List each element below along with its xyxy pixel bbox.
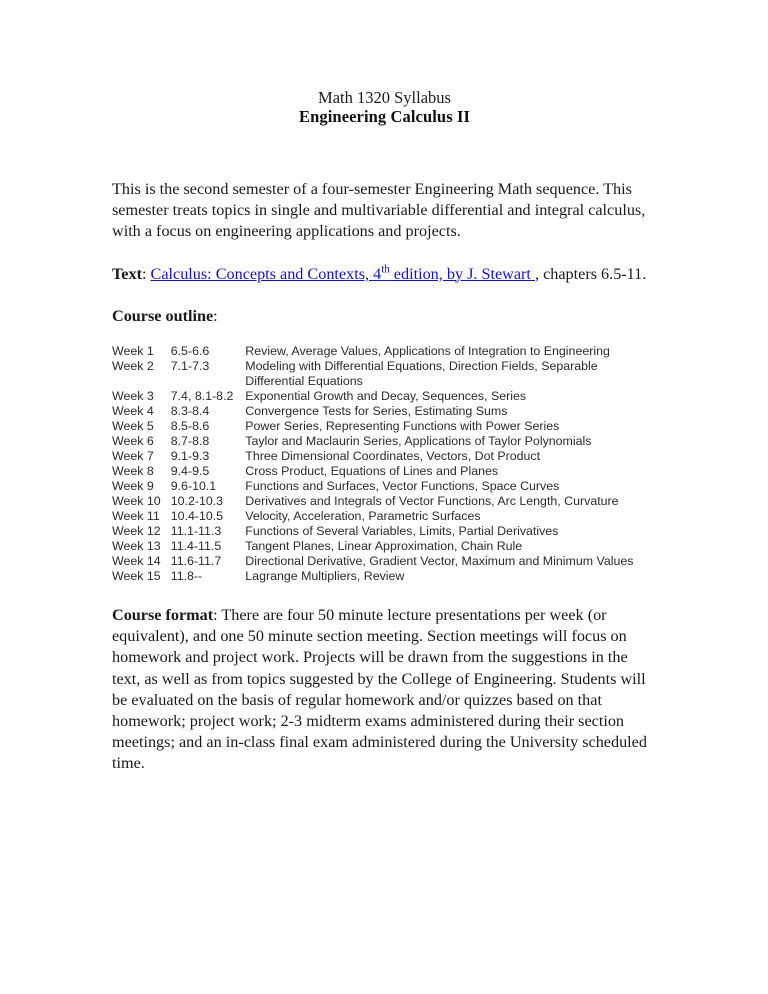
- cell-week: Week 8: [112, 464, 154, 479]
- cell-chapters: 11.1-11.3: [170, 524, 222, 539]
- table-row: [112, 434, 657, 449]
- cell-chapters: 9.4-9.5: [170, 464, 210, 479]
- table-row: [112, 524, 657, 539]
- cell-week: Week 10: [112, 494, 161, 509]
- cell-chapters: 7.1-7.3: [170, 359, 210, 374]
- cell-week: Week 7: [112, 449, 154, 464]
- cell-topics: Lagrange Multipliers, Review: [245, 569, 405, 584]
- table-row: [112, 464, 657, 479]
- intro-spacer: [112, 243, 657, 264]
- cell-week: Week 15: [112, 569, 161, 584]
- cell-week: Week 11: [112, 509, 160, 524]
- cell-week: Week 9: [112, 479, 154, 494]
- cell-chapters: 10.4-10.5: [170, 509, 224, 524]
- cell-topics: Directional Derivative, Gradient Vector, Maximum and Minimum Values: [245, 554, 634, 569]
- cell-week: Week 3: [112, 389, 154, 404]
- document-title-block: [112, 88, 657, 126]
- cell-chapters: 8.3-8.4: [170, 404, 210, 419]
- course-format-heading-label: Course format: [112, 606, 214, 625]
- cell-chapters: 11.4-11.5: [170, 539, 222, 554]
- cell-chapters: 6.5-6.6: [170, 344, 210, 359]
- intro-paragraph: This is the second semester of a four-semester Engineering Math sequence. This semester treats topics in single and multivariable differential and integral calculus, with a focus on engineering applications and projects.: [112, 180, 646, 241]
- cell-week: Week 12: [112, 524, 161, 539]
- course-outline-table: [112, 344, 657, 584]
- cell-chapters: 9.6-10.1: [170, 479, 217, 494]
- cell-topics: Modeling with Differential Equations, Direction Fields, Separable Differential Equations: [245, 359, 598, 389]
- table-row: [112, 479, 657, 494]
- cell-topics: Derivatives and Integrals of Vector Functions, Arc Length, Curvature: [245, 494, 619, 509]
- cell-week: Week 2: [112, 359, 154, 374]
- cell-topics: Power Series, Representing Functions with Power Series: [245, 419, 560, 434]
- cell-topics: Tangent Planes, Linear Approximation, Chain Rule: [245, 539, 523, 554]
- textbook-link-edition: edition, by J. Stewart: [389, 264, 535, 283]
- textbook-link-title: Calculus: Concepts and Contexts, 4: [150, 264, 382, 283]
- cell-week: Week 4: [112, 404, 154, 419]
- textbook-link-ordinal-suffix: th: [381, 263, 390, 276]
- cell-week: Week 14: [112, 554, 161, 569]
- page-title-course-code: Math 1320 Syllabus: [318, 88, 451, 107]
- course-outline-heading: [112, 306, 657, 327]
- textbook-chapters: , chapters 6.5-11.: [534, 264, 647, 283]
- course-outline-heading-label: Course outline: [112, 306, 214, 325]
- cell-week: Week 1: [112, 344, 154, 359]
- table-row: [112, 404, 657, 419]
- textbook-label: Text: [112, 264, 142, 283]
- cell-chapters: 8.5-8.6: [170, 419, 210, 434]
- cell-chapters: 11.8--: [170, 569, 203, 584]
- cell-week: Week 5: [112, 419, 154, 434]
- table-row: [112, 509, 657, 524]
- textbook-link[interactable]: [151, 265, 535, 283]
- page-title-course-name: Engineering Calculus II: [299, 107, 470, 126]
- table-row: [112, 359, 657, 389]
- table-row: [112, 494, 657, 509]
- cell-chapters: 11.6-11.7: [170, 554, 222, 569]
- cell-chapters: 9.1-9.3: [170, 449, 210, 464]
- table-row: [112, 449, 657, 464]
- outline-spacer: [112, 584, 657, 605]
- course-outline-heading-colon: :: [213, 306, 218, 325]
- cell-week: Week 13: [112, 539, 161, 554]
- title-spacer: [112, 126, 657, 179]
- textbook-colon: :: [141, 264, 151, 283]
- cell-chapters: 7.4, 8.1-8.2: [170, 389, 234, 404]
- cell-topics: Taylor and Maclaurin Series, Applications of Taylor Polynomials: [245, 434, 592, 449]
- textbook-spacer: [112, 285, 657, 306]
- cell-topics: Review, Average Values, Applications of Integration to Engineering: [245, 344, 610, 359]
- course-format-paragraph: [112, 605, 657, 775]
- cell-chapters: 8.7-8.8: [170, 434, 210, 449]
- table-row: [112, 539, 657, 554]
- cell-topics: Convergence Tests for Series, Estimating Sums: [245, 404, 508, 419]
- course-outline-table-body: [112, 344, 657, 584]
- table-row: [112, 554, 657, 569]
- cell-topics: Three Dimensional Coordinates, Vectors, Dot Product: [245, 449, 541, 464]
- table-row: [112, 344, 657, 359]
- cell-chapters: 10.2-10.3: [170, 494, 224, 509]
- table-row: [112, 419, 657, 434]
- textbook-line: [112, 264, 657, 285]
- cell-topics: Velocity, Acceleration, Parametric Surfaces: [245, 509, 481, 524]
- cell-topics: Exponential Growth and Decay, Sequences, Series: [245, 389, 527, 404]
- cell-topics: Functions of Several Variables, Limits, Partial Derivatives: [245, 524, 559, 539]
- table-row: [112, 389, 657, 404]
- cell-topics: Cross Product, Equations of Lines and Planes: [245, 464, 499, 479]
- cell-topics: Functions and Surfaces, Vector Functions, Space Curves: [245, 479, 560, 494]
- document-content: [112, 88, 657, 775]
- course-format-body: : There are four 50 minute lecture presentations per week (or equivalent), and one 50 minute section meeting. Section meetings will focus on homework and project work. Projects will be drawn from the suggestions in the text, as well as from topics suggested by the College of Engineering. Students will be evaluated on the basis of regular homework and/or quizzes based on that homework; project work; 2-3 midterm exams administered during their section meetings; and an in-class final exam administered during the University scheduled time.: [112, 606, 647, 773]
- table-row: [112, 569, 657, 584]
- cell-week: Week 6: [112, 434, 154, 449]
